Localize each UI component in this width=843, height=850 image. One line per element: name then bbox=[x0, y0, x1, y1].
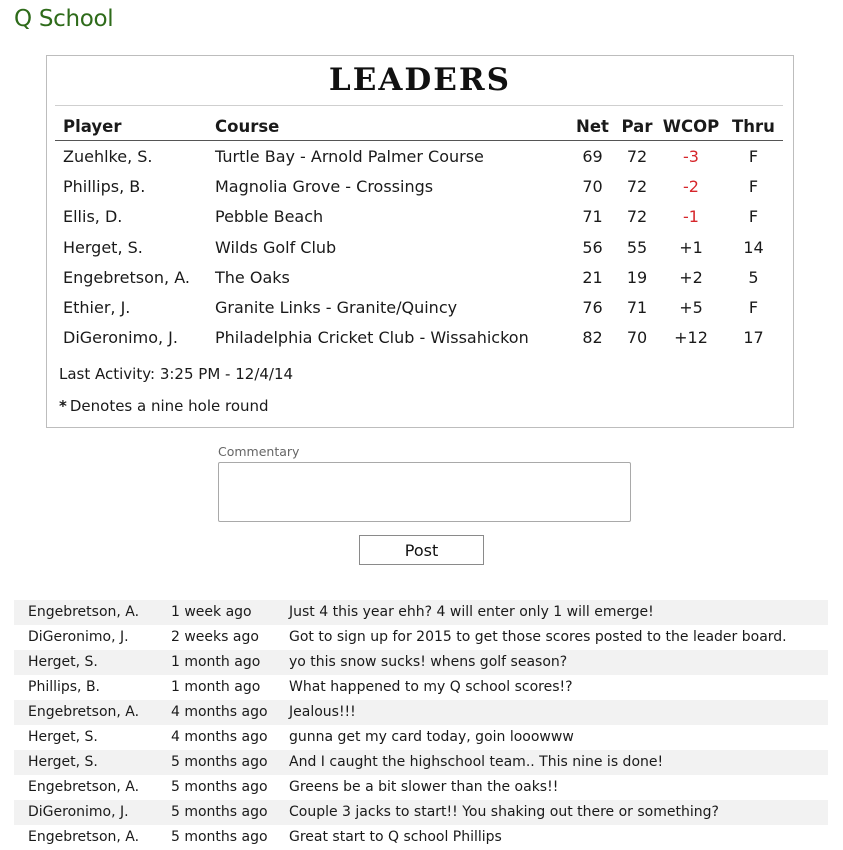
wcop-value: -2 bbox=[683, 176, 699, 196]
wcop-value: +12 bbox=[674, 328, 708, 348]
thru-value: F bbox=[748, 207, 759, 227]
column-header-net: Net bbox=[569, 112, 616, 141]
site-title[interactable]: Q School bbox=[14, 6, 114, 32]
comment-text: Got to sign up for 2015 to get those scores posted to the leader board. bbox=[289, 629, 787, 645]
comment-time: 5 months ago bbox=[171, 829, 268, 845]
comment-time: 5 months ago bbox=[171, 779, 268, 795]
net-score: 76 bbox=[582, 298, 603, 318]
leaderboard-table bbox=[55, 112, 783, 353]
thru-value: F bbox=[748, 176, 759, 196]
thru-value: 17 bbox=[743, 328, 764, 348]
comment-text: And I caught the highschool team.. This nine is done! bbox=[289, 754, 664, 770]
comment-time: 5 months ago bbox=[171, 754, 268, 770]
comment-time: 5 months ago bbox=[171, 804, 268, 820]
leaderboard-row bbox=[55, 323, 783, 353]
comment-author: Herget, S. bbox=[28, 654, 98, 670]
column-header-par: Par bbox=[616, 112, 658, 141]
comment-author: Phillips, B. bbox=[28, 679, 101, 695]
course-name: Granite Links - Granite/Quincy bbox=[215, 298, 458, 318]
par-value: 72 bbox=[626, 176, 648, 196]
commentary-input[interactable] bbox=[218, 462, 631, 522]
wcop-value: +2 bbox=[679, 267, 703, 287]
par-value: 72 bbox=[626, 146, 648, 166]
heading-divider bbox=[55, 105, 783, 106]
comment-text: Greens be a bit slower than the oaks!! bbox=[289, 779, 559, 795]
par-value: 70 bbox=[626, 328, 648, 348]
comment-time: 1 month ago bbox=[171, 679, 261, 695]
comment-text: Jealous!!! bbox=[289, 704, 356, 720]
comment-feed bbox=[14, 600, 828, 850]
leaderboard-heading: LEADERS bbox=[328, 62, 512, 98]
player-name: Herget, S. bbox=[63, 237, 143, 257]
comment-author: DiGeronimo, J. bbox=[28, 804, 129, 820]
last-activity: Last Activity: 3:25 PM - 12/4/14 bbox=[59, 365, 294, 383]
net-score: 71 bbox=[582, 207, 603, 227]
par-value: 71 bbox=[626, 298, 648, 318]
column-header-wcop: WCOP bbox=[658, 112, 724, 141]
net-score: 69 bbox=[582, 146, 603, 166]
post-button[interactable]: Post bbox=[359, 535, 484, 565]
leaderboard-panel bbox=[46, 55, 794, 428]
thru-value: 5 bbox=[748, 267, 759, 287]
course-name: Magnolia Grove - Crossings bbox=[215, 176, 434, 196]
wcop-value: +5 bbox=[679, 298, 703, 318]
column-header-player: Player bbox=[55, 112, 215, 141]
comment-author: Engebretson, A. bbox=[28, 779, 140, 795]
player-name: Phillips, B. bbox=[63, 176, 146, 196]
comment-author: DiGeronimo, J. bbox=[28, 629, 129, 645]
comment-author: Engebretson, A. bbox=[28, 704, 140, 720]
wcop-value: -1 bbox=[683, 207, 699, 227]
leaderboard-row bbox=[55, 232, 783, 262]
net-score: 82 bbox=[582, 328, 603, 348]
comment-text: yo this snow sucks! whens golf season? bbox=[289, 654, 568, 670]
comment-author: Engebretson, A. bbox=[28, 604, 140, 620]
comment-item bbox=[14, 775, 828, 800]
comment-item bbox=[14, 800, 828, 825]
net-score: 56 bbox=[582, 237, 603, 257]
footnote-text: Denotes a nine hole round bbox=[69, 397, 269, 415]
player-name: Ethier, J. bbox=[63, 298, 131, 318]
wcop-value: -3 bbox=[683, 146, 699, 166]
comment-item bbox=[14, 600, 828, 625]
player-name: DiGeronimo, J. bbox=[63, 328, 178, 348]
comment-time: 1 month ago bbox=[171, 654, 261, 670]
comment-text: Couple 3 jacks to start!! You shaking out there or something? bbox=[289, 804, 719, 820]
column-header-thru: Thru bbox=[724, 112, 783, 141]
leaderboard-row bbox=[55, 171, 783, 201]
comment-item bbox=[14, 625, 828, 650]
column-header-course: Course bbox=[215, 112, 569, 141]
comment-time: 1 week ago bbox=[171, 604, 252, 620]
player-name: Ellis, D. bbox=[63, 207, 123, 227]
leaderboard-row bbox=[55, 262, 783, 292]
player-name: Engebretson, A. bbox=[63, 267, 190, 287]
comment-author: Herget, S. bbox=[28, 754, 98, 770]
thru-value: F bbox=[748, 298, 759, 318]
comment-time: 4 months ago bbox=[171, 729, 268, 745]
comment-item bbox=[14, 725, 828, 750]
par-value: 72 bbox=[626, 207, 648, 227]
comment-time: 4 months ago bbox=[171, 704, 268, 720]
comment-item bbox=[14, 675, 828, 700]
leaderboard-row bbox=[55, 292, 783, 322]
par-value: 19 bbox=[626, 267, 648, 287]
leaderboard-row bbox=[55, 141, 783, 172]
course-name: The Oaks bbox=[215, 267, 290, 287]
par-value: 55 bbox=[626, 237, 648, 257]
commentary-label: Commentary bbox=[218, 444, 300, 459]
comment-text: Just 4 this year ehh? 4 will enter only 1 will emerge! bbox=[289, 604, 654, 620]
course-name: Turtle Bay - Arnold Palmer Course bbox=[215, 146, 484, 166]
comment-item bbox=[14, 825, 828, 850]
comment-time: 2 weeks ago bbox=[171, 629, 259, 645]
comment-author: Herget, S. bbox=[28, 729, 98, 745]
comment-text: What happened to my Q school scores!? bbox=[289, 679, 573, 695]
comment-text: gunna get my card today, goin looowww bbox=[289, 729, 574, 745]
footnote-marker: * bbox=[59, 397, 67, 415]
thru-value: 14 bbox=[743, 237, 764, 257]
player-name: Zuehlke, S. bbox=[63, 146, 153, 166]
comment-text: Great start to Q school Phillips bbox=[289, 829, 502, 845]
comment-author: Engebretson, A. bbox=[28, 829, 140, 845]
comment-item bbox=[14, 700, 828, 725]
course-name: Wilds Golf Club bbox=[215, 237, 337, 257]
thru-value: F bbox=[748, 146, 759, 166]
course-name: Philadelphia Cricket Club - Wissahickon bbox=[215, 328, 529, 348]
course-name: Pebble Beach bbox=[215, 207, 324, 227]
comment-item bbox=[14, 650, 828, 675]
nine-hole-footnote bbox=[59, 397, 269, 415]
comment-item bbox=[14, 750, 828, 775]
wcop-value: +1 bbox=[679, 237, 703, 257]
net-score: 70 bbox=[582, 176, 603, 196]
leaderboard-row bbox=[55, 202, 783, 232]
net-score: 21 bbox=[582, 267, 603, 287]
leaderboard-header-row bbox=[55, 112, 783, 141]
